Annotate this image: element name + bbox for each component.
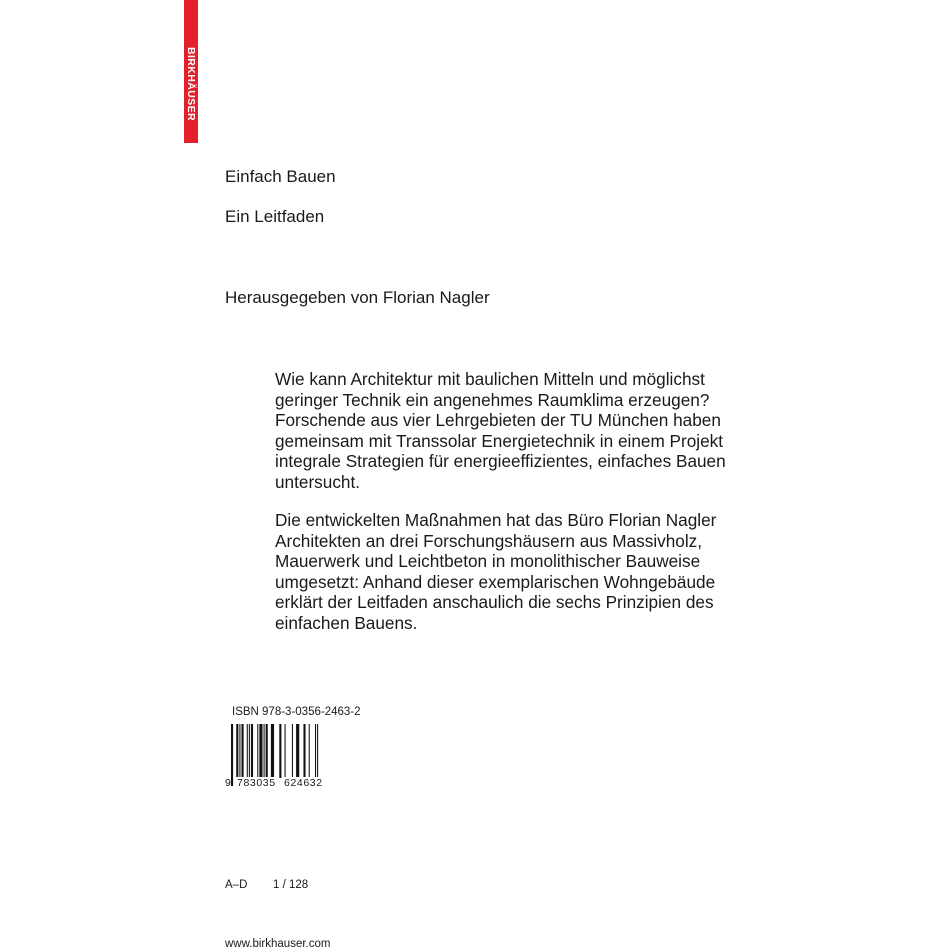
barcode-digit-first: 9 — [225, 777, 231, 789]
barcode-bar — [271, 724, 274, 778]
category-label: A–D — [225, 879, 248, 891]
blurb-paragraph-1 — [275, 369, 795, 492]
publisher-logo-text: BIRKHÄUSER — [185, 47, 197, 122]
publisher-website-link[interactable]: www.birkhauser.com — [225, 938, 331, 950]
blurb-line: umgesetzt: Anhand dieser exemplarischen Wohngebäude — [275, 571, 716, 592]
barcode-bar — [257, 724, 258, 778]
barcode-bar — [259, 724, 262, 778]
product-code: 1 / 128 — [273, 879, 309, 891]
barcode-bar — [309, 724, 310, 778]
barcode-digits-right: 624632 — [284, 777, 323, 789]
barcode-bar — [279, 724, 281, 778]
blurb-line: Forschende aus vier Lehrgebieten der TU München haben — [275, 410, 721, 430]
blurb-line: Architekten an drei Forschungshäusern aus Massivholz, — [275, 530, 703, 551]
barcode-bar — [251, 724, 253, 778]
barcode-bar — [242, 724, 244, 778]
blurb-paragraph-2 — [275, 510, 795, 633]
blurb-line: integrale Strategien für energieeffizientes, einfaches Bauen — [275, 451, 726, 471]
isbn-barcode — [224, 722, 334, 790]
barcode-bar — [266, 724, 268, 778]
barcode-bar — [247, 724, 248, 778]
barcode-bar — [264, 724, 265, 778]
blurb-line: erklärt der Leitfaden anschaulich die sechs Prinzipien des — [275, 592, 714, 612]
barcode-bar — [303, 724, 305, 778]
barcode-bar — [231, 724, 233, 786]
blurb-line: Mauerwerk und Leichtbeton in monolithischer Bauweise — [275, 551, 701, 571]
blurb-line: Die entwickelten Maßnahmen hat das Büro Florian Nagler — [275, 510, 717, 530]
barcode-bar — [239, 724, 240, 778]
book-editor: Herausgegeben von Florian Nagler — [225, 288, 490, 307]
barcode-bar — [285, 724, 286, 778]
barcode-bar — [249, 724, 250, 778]
blurb-line: einfachen Bauens. — [275, 612, 418, 633]
blurb-line: untersucht. — [275, 471, 361, 492]
barcode-digits-left: 783035 — [237, 777, 276, 789]
blurb-line: Wie kann Architektur mit baulichen Mitteln und möglichst — [275, 369, 705, 389]
isbn-label: ISBN 978-3-0356-2463-2 — [232, 706, 361, 718]
blurb-line: gemeinsam mit Transsolar Energietechnik in einem Projekt — [275, 430, 724, 451]
barcode-bar — [296, 724, 299, 778]
book-subtitle: Ein Leitfaden — [225, 207, 325, 226]
barcode-bar — [292, 724, 293, 778]
blurb-line: geringer Technik ein angenehmes Raumklima erzeugen? — [275, 389, 710, 410]
book-title: Einfach Bauen — [225, 167, 336, 186]
